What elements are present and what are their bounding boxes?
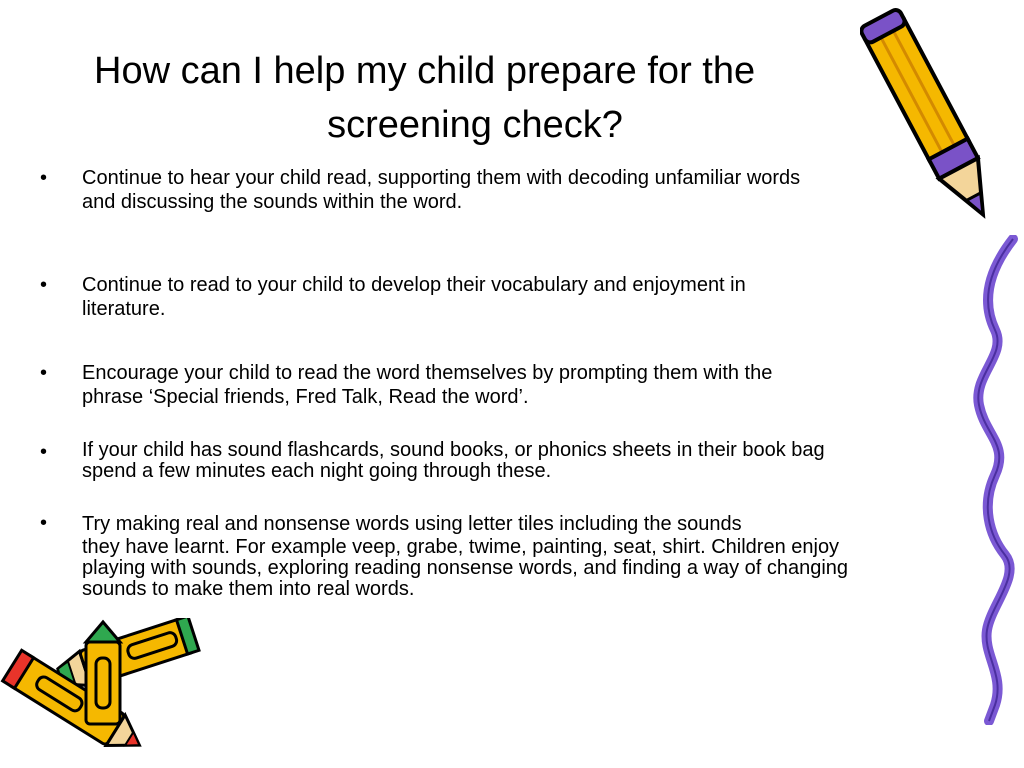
pencil-clipart-top: [860, 2, 1010, 242]
bullet-line: Continue to hear your child read, supporting them with decoding unfamiliar words: [82, 167, 801, 189]
bullet-line: spend a few minutes each night going through these.: [82, 460, 552, 482]
crossed-pencils-clipart: [0, 618, 210, 758]
bullet-line: Try making real and nonsense words using letter tiles including the sounds: [82, 513, 742, 535]
bullet-line: Encourage your child to read the word themselves by prompting them with the: [82, 362, 773, 384]
bullet-line: phrase ‘Special friends, Fred Talk, Read the word’.: [82, 386, 529, 408]
bullet-text: [82, 361, 772, 409]
bullet-line: If your child has sound flashcards, sound books, or phonics sheets in their book bag: [82, 439, 825, 461]
bullet-text: [82, 166, 800, 214]
bullet-line: Continue to read to your child to develop their vocabulary and enjoyment in: [82, 274, 746, 296]
title-line-2: screening check?: [327, 104, 623, 146]
bullet-text: [82, 511, 848, 600]
bullet-line: playing with sounds, exploring reading nonsense words, and finding a way of changing: [82, 557, 849, 579]
title-line-1: How can I help my child prepare for the: [94, 50, 756, 92]
squiggle-line-decoration: [965, 235, 1024, 725]
bullet-dot: •: [40, 362, 48, 384]
bullet-line: sounds to make them into real words.: [82, 578, 415, 600]
bullet-text: [82, 273, 746, 321]
bullet-dot: •: [40, 274, 48, 296]
bullet-line: they have learnt. For example veep, grabe, twime, painting, seat, shirt. Children enjoy: [82, 536, 840, 558]
bullet-text: [82, 440, 825, 482]
bullet-line: literature.: [82, 298, 166, 320]
bullet-line: and discussing the sounds within the word.: [82, 191, 463, 213]
bullet-dot: •: [40, 512, 48, 534]
bullet-dot: •: [40, 167, 48, 189]
bullet-dot: •: [40, 441, 48, 463]
